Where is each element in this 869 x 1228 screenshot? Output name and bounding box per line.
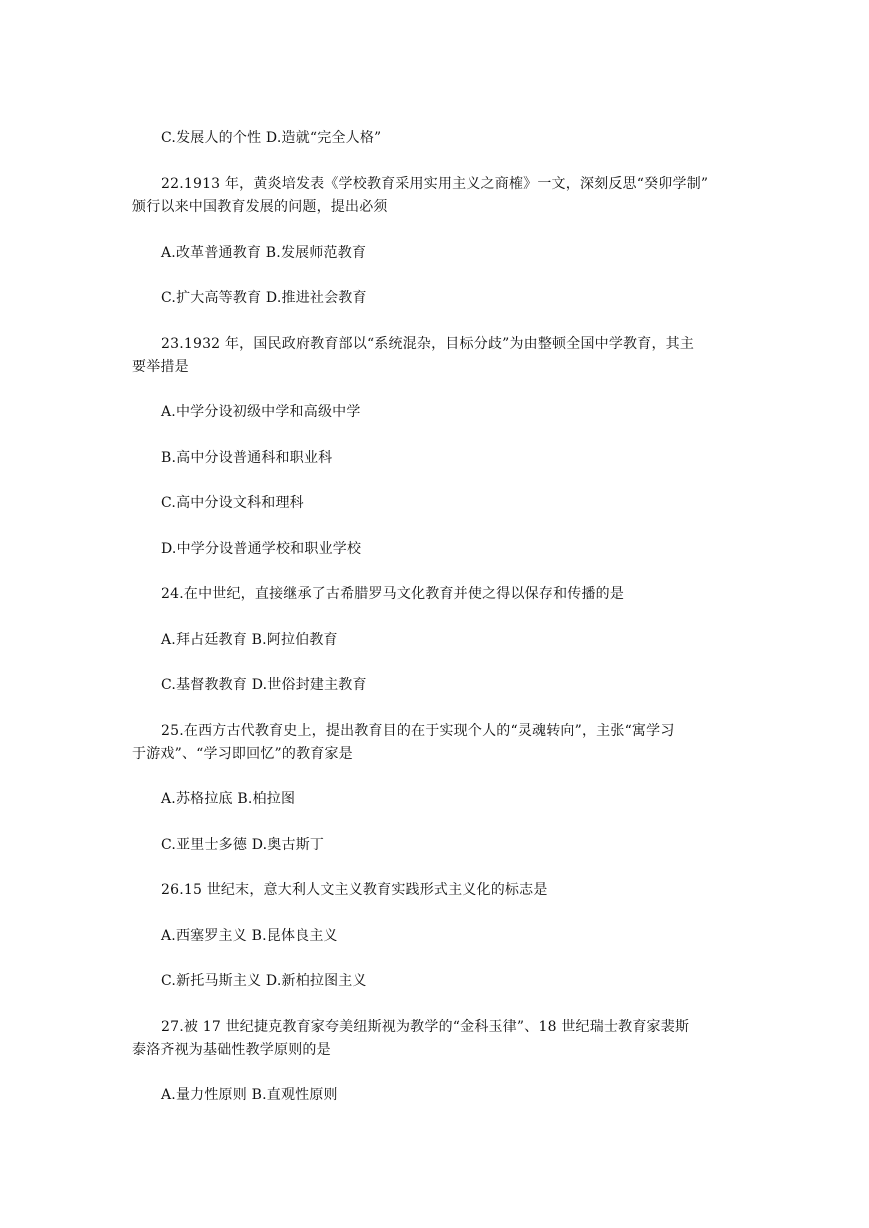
q27-options-ab: A.量力性原则 B.直观性原则 bbox=[161, 1087, 338, 1103]
q24-options-ab: A.拜占廷教育 B.阿拉伯教育 bbox=[161, 632, 338, 648]
q23-option-c: C.高中分设文科和理科 bbox=[161, 495, 304, 511]
q22-options-cd: C.扩大高等教育 D.推进社会教育 bbox=[161, 290, 367, 306]
question-27-line-1: 27.被 17 世纪捷克教育家夸美纽斯视为教学的“金科玉律”、18 世纪瑞士教育家裴斯 bbox=[161, 1019, 690, 1035]
question-22-line-1: 22.1913 年，黄炎培发表《学校教育采用实用主义之商榷》一文，深刻反思“癸卯学制” bbox=[161, 176, 709, 192]
q23-option-d: D.中学分设普通学校和职业学校 bbox=[161, 541, 362, 557]
q21-options-cd: C.发展人的个性 D.造就“完全人格” bbox=[161, 130, 382, 146]
q23-option-b: B.高中分设普通科和职业科 bbox=[161, 450, 333, 466]
question-23-line-1: 23.1932 年，国民政府教育部以“系统混杂，目标分歧”为由整顿全国中学教育，其主 bbox=[161, 336, 695, 352]
q26-options-cd: C.新托马斯主义 D.新柏拉图主义 bbox=[161, 973, 367, 989]
q23-option-a: A.中学分设初级中学和高级中学 bbox=[161, 404, 361, 420]
question-24: 24.在中世纪，直接继承了古希腊罗马文化教育并使之得以保存和传播的是 bbox=[161, 586, 625, 602]
question-25-line-2: 于游戏”、“学习即回忆”的教育家是 bbox=[132, 746, 353, 762]
q25-options-ab: A.苏格拉底 B.柏拉图 bbox=[161, 791, 296, 807]
question-27-line-2: 泰洛齐视为基础性教学原则的是 bbox=[132, 1042, 331, 1058]
question-25-line-1: 25.在西方古代教育史上，提出教育目的在于实现个人的“灵魂转向”，主张“寓学习 bbox=[161, 723, 675, 739]
question-22-line-2: 颁行以来中国教育发展的问题，提出必须 bbox=[132, 199, 388, 215]
question-23-line-2: 要举措是 bbox=[132, 359, 189, 375]
q24-options-cd: C.基督教教育 D.世俗封建主教育 bbox=[161, 677, 367, 693]
question-26: 26.15 世纪末，意大利人文主义教育实践形式主义化的标志是 bbox=[161, 882, 548, 898]
q22-options-ab: A.改革普通教育 B.发展师范教育 bbox=[161, 245, 367, 261]
q25-options-cd: C.亚里士多德 D.奥古斯丁 bbox=[161, 837, 325, 853]
q26-options-ab: A.西塞罗主义 B.昆体良主义 bbox=[161, 928, 338, 944]
